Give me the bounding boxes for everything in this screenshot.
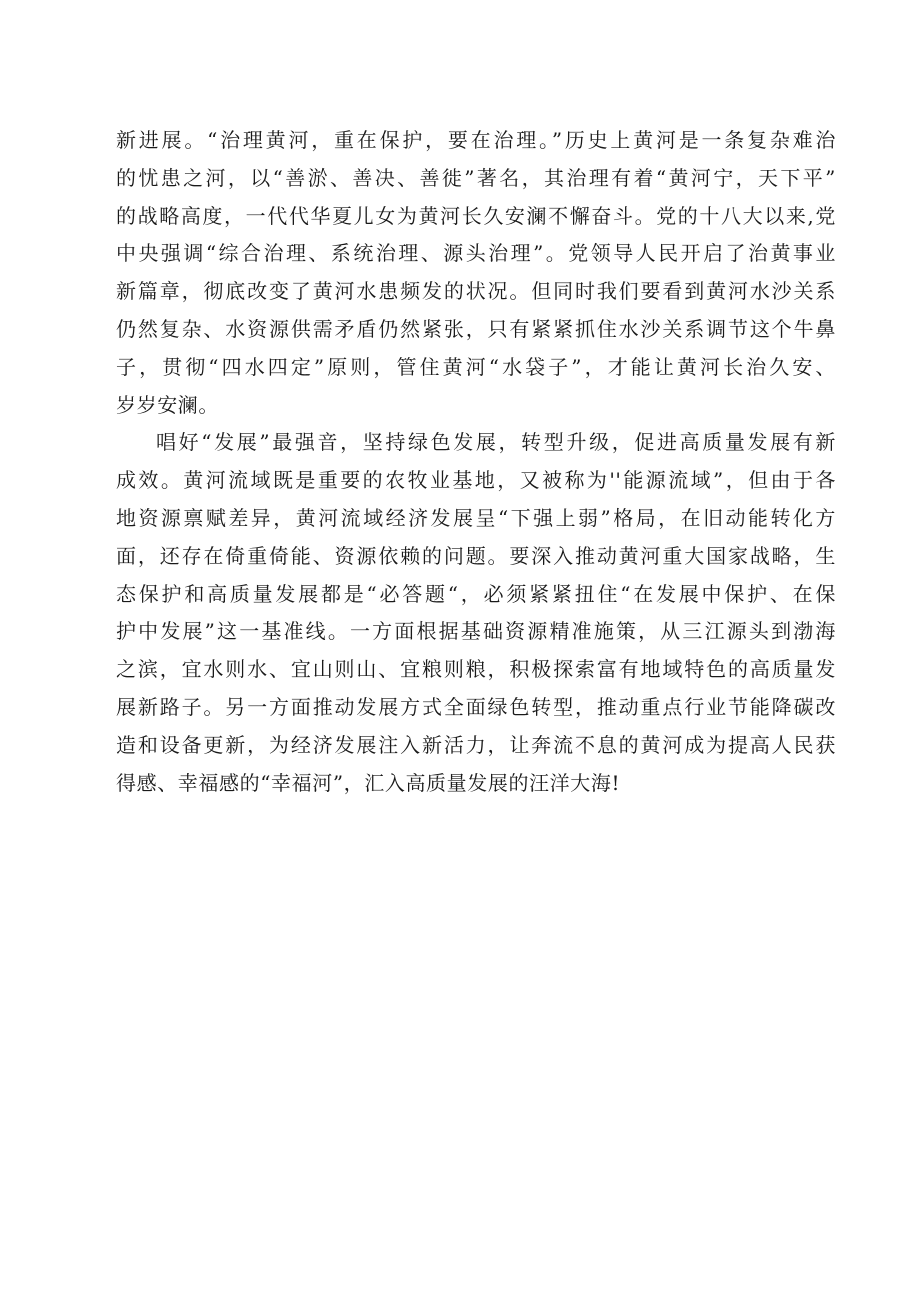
text-line: 地资源禀赋差异，黄河流域经济发展呈“下强上弱”格局，在旧动能转化方 [116, 505, 836, 530]
text-line: 的战略高度，一代代华夏儿女为黄河长久安澜不懈奋斗。党的十八大以来,党 [116, 203, 836, 228]
text-line: 展新路子。另一方面推动发展方式全面绿色转型，推动重点行业节能降碳改 [116, 694, 836, 719]
text-line: 子，贯彻“四水四定”原则，管住黄河“水袋子”，才能让黄河长治久安、 [116, 354, 836, 379]
text-line: 新进展。“治理黄河，重在保护，要在治理。”历史上黄河是一条复杂难治 [116, 128, 836, 152]
text-line: 的忧患之河，以“善淤、善决、善徙”著名，其治理有着“黄河宁，天下平” [116, 165, 836, 190]
text-line: 之滨，宜水则水、宜山则山、宜粮则粮，积极探索富有地域特色的高质量发 [116, 657, 836, 682]
text-line: 岁岁安澜。 [116, 392, 219, 417]
text-line: 造和设备更新，为经济发展注入新活力，让奔流不息的黄河成为提高人民获 [116, 732, 836, 757]
text-line: 中央强调“综合治理、系统治理、源头治理”。党领导人民开启了治黄事业 [116, 241, 836, 266]
text-line: 唱好“发展”最强音，坚持绿色发展，转型升级，促进高质量发展有新 [156, 430, 836, 455]
text-line: 护中发展”这一基准线。一方面根据基础资源精准施策，从三江源头到渤海 [116, 619, 836, 644]
text-line: 得感、幸福感的“幸福河”，汇入高质量发展的汪洋大海! [116, 770, 621, 795]
paragraph-2 [116, 424, 836, 802]
text-line: 仍然复杂、水资源供需矛盾仍然紧张，只有紧紧抓住水沙关系调节这个牛鼻 [116, 316, 836, 341]
text-line: 新篇章，彻底改变了黄河水患频发的状况。但同时我们要看到黄河水沙关系 [116, 279, 836, 304]
text-line: 态保护和高质量发展都是“必答题“，必须紧紧扭住“在发展中保护、在保 [116, 581, 836, 606]
paragraph-1 [116, 122, 836, 424]
document-body [116, 122, 836, 802]
text-line: 面，还存在倚重倚能、资源依赖的问题。要深入推动黄河重大国家战略，生 [116, 543, 836, 568]
text-line: 成效。黄河流域既是重要的农牧业基地，又被称为''能源流域”，但由于各 [116, 468, 836, 493]
